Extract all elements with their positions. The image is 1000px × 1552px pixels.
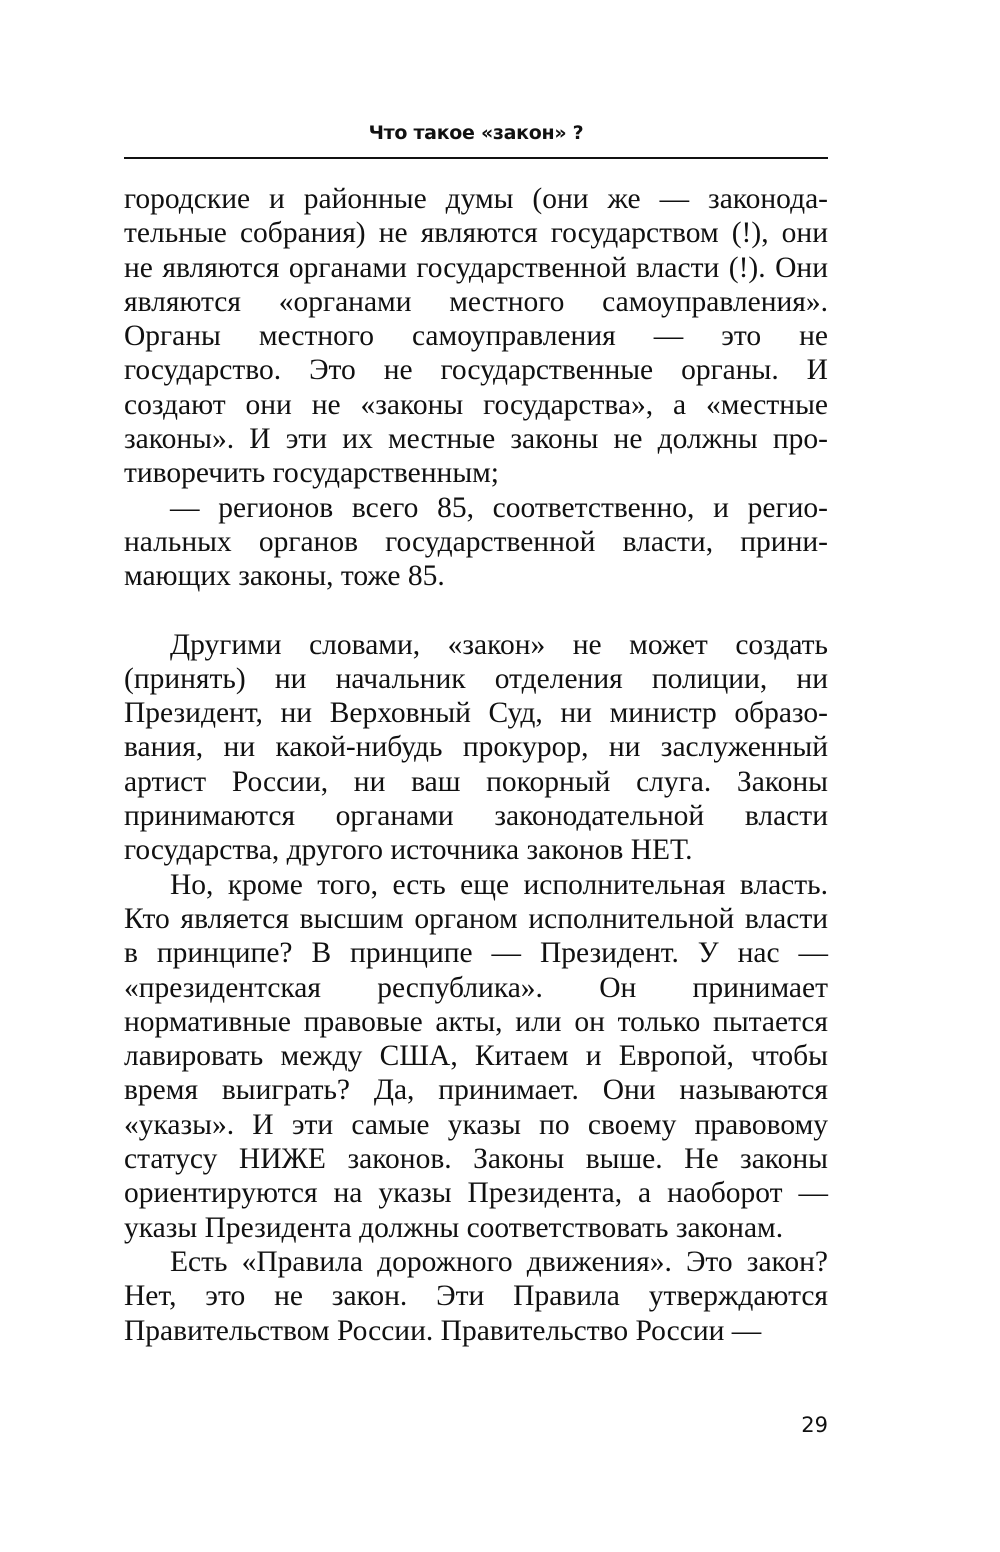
paragraph: Другими словами, «закон» не может создать (принять) ни начальник отделения полиции, ни Президент, ни Верховный Суд, ни министр образования, ни какой-нибудь прокурор, ни заслуженный артист России, ни ваш покорный слуга. Законы принимаются органами законодательной власти государства, другого источника законов НЕТ.	[124, 628, 828, 867]
body-text	[124, 182, 828, 1348]
paragraph: Но, кроме того, есть еще исполнительная власть. Кто является высшим органом исполнительной власти в принципе? В принципе — Президент. У нас — «президентская республика». Он принимает нормативные правовые акты, или он только пытается лавировать между США, Китаем и Европой, чтобы время выиграть? Да, принимает. Они называются «указы». И эти самые указы по своему правовому статусу НИЖЕ законов. Законы выше. Не законы ориентируются на указы Президента, а наоборот — указы Президента должны соответствовать законам.	[124, 868, 828, 1244]
running-title: Что такое «закон» ?	[368, 122, 584, 144]
paragraph-list-item: — регионов всего 85, соответственно, и региональных органов государственной власти, принимающих законы, тоже 85.	[124, 491, 828, 593]
paragraph-continued: городские и районные думы (они же — законодательные собрания) не являются государством (!), они не являются органами государственной власти (!). Они являются «органами местного самоуправления». Органы местного самоуправления — это не государство. Это не государственные органы. И создают они не «законы государства», а «местные законы». И эти их местные законы не должны противоречить государственным;	[124, 183, 828, 490]
header-rule	[124, 157, 828, 159]
page-number: 29	[801, 1413, 828, 1437]
paragraph: Есть «Правила дорожного движения». Это закон? Нет, это не закон. Эти Правила утверждаются Правительством России. Правительство России —	[124, 1245, 828, 1347]
